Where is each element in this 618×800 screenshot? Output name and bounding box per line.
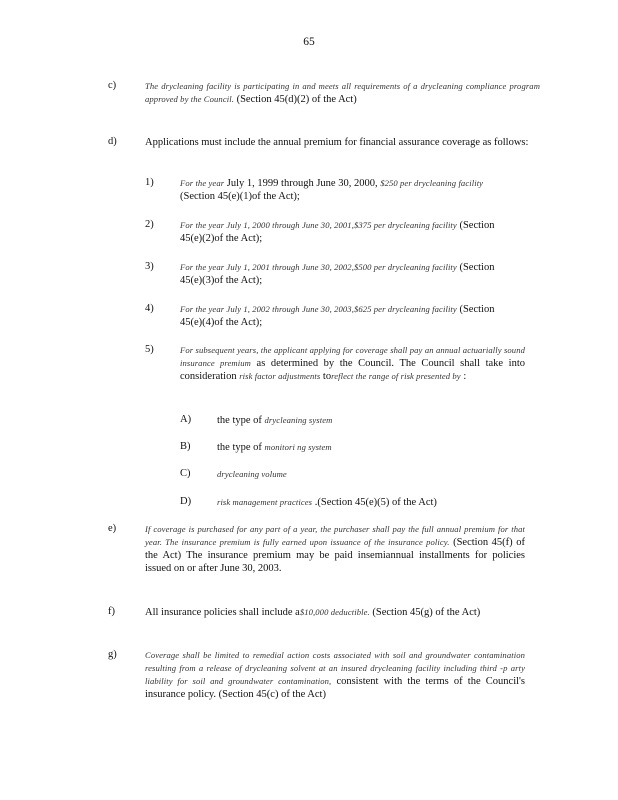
factor-a-text (217, 414, 517, 427)
page-number: 65 (303, 36, 315, 48)
item-d5-label: 5) (145, 344, 154, 355)
factor-d-label: D) (180, 496, 192, 507)
item-f-citation: (Section 45(g) of the Act) (372, 607, 481, 618)
item-d3-text (180, 261, 505, 287)
item-f-roman-a: All insurance policies shall include a (145, 607, 300, 618)
item-e-roman: (Section 45(f) of the Act) The insurance premium may be paid insemiannual installments for policies issued on or after June 30, 2003. (145, 537, 525, 574)
item-d5-italic-b: risk factor adjustments (239, 371, 321, 381)
item-d5-italic-a: For subsequent years, the applicant applying for coverage shall pay an annual actuarially sound insurance premium (180, 345, 525, 368)
item-d1-label: 1) (145, 177, 154, 188)
item-c-italic: The drycleaning facility is participating in and meets all requirements of a drycleaning compliance program approved by the Council. (145, 81, 540, 104)
item-d3-citation: (Section 45(e)(3)of the Act); (180, 262, 495, 286)
item-c-text (145, 80, 540, 106)
item-d1-italic-a: For the year (180, 178, 225, 188)
factor-a-italic: drycleaning system (264, 415, 333, 425)
item-e-text (145, 523, 525, 575)
factor-b-label: B) (180, 441, 191, 452)
item-d1-citation: (Section 45(e)(1)of the Act); (180, 191, 300, 202)
item-c-citation: (Section 45(d)(2) of the Act) (236, 94, 357, 105)
item-e-italic: If coverage is purchased for any part of a year, the purchaser shall pay the full annual premium for that year. The insurance premium is fully earned upon issuance of the insurance policy. (145, 524, 525, 547)
factor-c-text (217, 468, 517, 481)
item-d5-text (180, 344, 525, 383)
factor-d-text (217, 496, 537, 509)
item-g-text (145, 649, 525, 701)
item-d5-roman-a: as determined by the Council. The Council shall take into consideration (180, 358, 525, 382)
item-d4-italic: For the year July 1, 2002 through June 30, 2003,$625 per drycleaning facility (180, 304, 457, 314)
item-d5-italic-c: reflect the range of risk presented by (331, 371, 461, 381)
factor-a-label: A) (180, 414, 192, 425)
item-d4-label: 4) (145, 303, 154, 314)
item-d4-text (180, 303, 505, 329)
item-d2-label: 2) (145, 219, 154, 230)
item-d-text: Applications must include the annual premium for financial assurance coverage as follows: (145, 137, 529, 148)
item-d4-citation: (Section 45(e)(4)of the Act); (180, 304, 495, 328)
factor-b-roman: the type of (217, 442, 262, 453)
item-d2-text (180, 219, 505, 245)
factor-a-roman: the type of (217, 415, 262, 426)
factor-c-italic: drycleaning volume (217, 469, 287, 479)
factor-b-italic: monitori ng system (264, 442, 332, 452)
item-g-label: g) (108, 649, 117, 660)
item-d3-italic: For the year July 1, 2001 through June 30, 2002,$500 per drycleaning facility (180, 262, 457, 272)
item-d2-citation: (Section 45(e)(2)of the Act); (180, 220, 495, 244)
item-c-label: c) (108, 80, 117, 91)
item-d-label: d) (108, 136, 117, 147)
item-d3-label: 3) (145, 261, 154, 272)
item-d1-roman-a: July 1, 1999 through June 30, 2000, (226, 178, 378, 189)
item-d1-italic-b: $250 per drycleaning facility (380, 178, 484, 188)
factor-d-citation: .(Section 45(e)(5) of the Act) (314, 497, 437, 508)
factor-b-text (217, 441, 517, 454)
item-e-label: e) (108, 523, 117, 534)
item-g-roman: consistent with the terms of the Council's insurance policy. (Section 45(c) of the Act) (145, 676, 526, 700)
item-d2-italic: For the year July 1, 2000 through June 30, 2001,$375 per drycleaning facility (180, 220, 457, 230)
item-f-italic: $10,000 deductible. (299, 607, 370, 617)
item-f-label: f) (108, 606, 115, 617)
item-d1-text (180, 177, 500, 203)
factor-c-label: C) (180, 468, 191, 479)
item-f-text (145, 606, 525, 619)
factor-d-italic: risk management practices (217, 497, 313, 507)
item-d5-colon: : (463, 371, 467, 382)
item-d5-roman-to: to (322, 371, 332, 382)
item-g-italic: Coverage shall be limited to remedial action costs associated with soil and groundwater contamination resulting from a release of drycleaning solvent at an insured drycleaning facility including third -p arty liability for soil and groundwater contamination, (145, 650, 525, 686)
